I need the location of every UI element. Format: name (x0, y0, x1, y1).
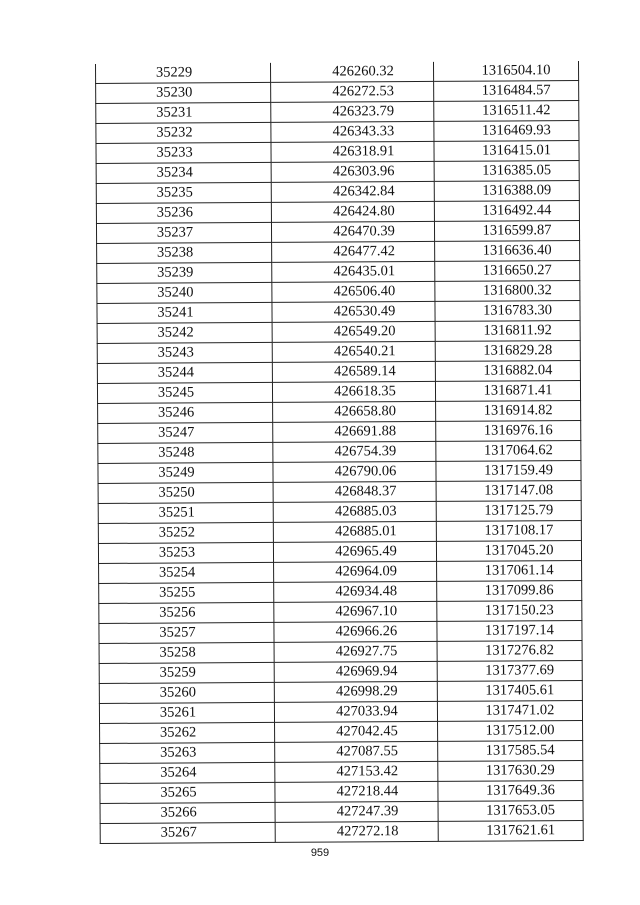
y-coordinate-cell: 1316636.40 (435, 241, 580, 262)
table-row (97, 261, 580, 284)
x-coordinate-cell: 426549.20 (272, 321, 435, 342)
x-coordinate-cell: 426477.42 (272, 241, 435, 262)
point-id-cell: 35264 (100, 762, 275, 783)
x-coordinate-cell: 426969.94 (274, 661, 437, 682)
coordinate-table (95, 61, 584, 844)
table-row (100, 781, 583, 804)
y-coordinate-cell: 1316650.27 (435, 261, 580, 282)
point-id-cell: 35249 (98, 462, 273, 483)
x-coordinate-cell: 427272.18 (275, 821, 438, 842)
y-coordinate-cell: 1316976.16 (436, 421, 581, 442)
x-coordinate-cell: 426303.96 (271, 161, 434, 182)
point-id-cell: 35258 (99, 642, 274, 663)
table-row (96, 201, 579, 224)
y-coordinate-cell: 1317147.08 (436, 481, 581, 502)
table-row (100, 721, 583, 744)
y-coordinate-cell: 1317585.54 (438, 741, 583, 762)
table-row (97, 381, 580, 404)
x-coordinate-cell: 426790.06 (273, 461, 436, 482)
x-coordinate-cell: 426618.35 (272, 381, 435, 402)
x-coordinate-cell: 426967.10 (274, 601, 437, 622)
x-coordinate-cell: 426323.79 (271, 101, 434, 122)
y-coordinate-cell: 1316415.01 (434, 141, 579, 162)
table-row (98, 501, 581, 524)
table-row (98, 461, 581, 484)
x-coordinate-cell: 426848.37 (273, 481, 436, 502)
x-coordinate-cell: 426343.33 (271, 121, 434, 142)
point-id-cell: 35234 (96, 162, 271, 183)
x-coordinate-cell: 426658.80 (273, 401, 436, 422)
x-coordinate-cell: 426934.48 (274, 581, 437, 602)
y-coordinate-cell: 1316388.09 (434, 181, 579, 202)
y-coordinate-cell: 1317630.29 (438, 761, 583, 782)
point-id-cell: 35232 (96, 122, 271, 143)
table-row (99, 561, 582, 584)
table-row (96, 181, 579, 204)
table-row (97, 301, 580, 324)
y-coordinate-cell: 1316469.93 (434, 121, 579, 142)
table-row (97, 281, 580, 304)
table-row (96, 161, 579, 184)
y-coordinate-cell: 1317512.00 (438, 721, 583, 742)
point-id-cell: 35259 (99, 662, 274, 683)
y-coordinate-cell: 1316484.57 (434, 81, 579, 102)
table-row (100, 821, 583, 844)
x-coordinate-cell: 427033.94 (274, 701, 437, 722)
x-coordinate-cell: 426927.75 (274, 641, 437, 662)
table-row (99, 661, 582, 684)
point-id-cell: 35253 (98, 542, 273, 563)
x-coordinate-cell: 426342.84 (271, 181, 434, 202)
point-id-cell: 35246 (98, 402, 273, 423)
point-id-cell: 35245 (97, 382, 272, 403)
point-id-cell: 35237 (96, 222, 271, 243)
point-id-cell: 35250 (98, 482, 273, 503)
x-coordinate-cell: 426540.21 (272, 341, 435, 362)
table-row (96, 141, 579, 164)
x-coordinate-cell: 426754.39 (273, 441, 436, 462)
table-row (96, 101, 579, 124)
coordinate-table-body (95, 61, 583, 843)
table-row (98, 421, 581, 444)
y-coordinate-cell: 1316511.42 (434, 101, 579, 122)
table-row (99, 701, 582, 724)
point-id-cell: 35243 (97, 342, 272, 363)
x-coordinate-cell: 426589.14 (272, 361, 435, 382)
point-id-cell: 35247 (98, 422, 273, 443)
point-id-cell: 35230 (96, 82, 271, 103)
table-row (98, 401, 581, 424)
point-id-cell: 35233 (96, 142, 271, 163)
y-coordinate-cell: 1317276.82 (437, 641, 582, 662)
y-coordinate-cell: 1317045.20 (436, 541, 581, 562)
y-coordinate-cell: 1316811.92 (435, 321, 580, 342)
table-row (96, 81, 579, 104)
table-row (100, 761, 583, 784)
x-coordinate-cell: 426470.39 (271, 221, 434, 242)
point-id-cell: 35254 (99, 562, 274, 583)
y-coordinate-cell: 1317405.61 (437, 681, 582, 702)
x-coordinate-cell: 426272.53 (271, 81, 434, 102)
point-id-cell: 35251 (98, 502, 273, 523)
x-coordinate-cell: 427042.45 (275, 721, 438, 742)
point-id-cell: 35244 (97, 362, 272, 383)
x-coordinate-cell: 426530.49 (272, 301, 435, 322)
x-coordinate-cell: 426885.01 (273, 521, 436, 542)
x-coordinate-cell: 427218.44 (275, 781, 438, 802)
x-coordinate-cell: 427087.55 (275, 741, 438, 762)
x-coordinate-cell: 426435.01 (272, 261, 435, 282)
y-coordinate-cell: 1316829.28 (435, 341, 580, 362)
x-coordinate-cell: 426691.88 (273, 421, 436, 442)
y-coordinate-cell: 1317653.05 (438, 801, 583, 822)
x-coordinate-cell: 426966.26 (274, 621, 437, 642)
table-row (98, 481, 581, 504)
table-row (97, 361, 580, 384)
y-coordinate-cell: 1316914.82 (436, 401, 581, 422)
table-row (96, 121, 579, 144)
x-coordinate-cell: 426964.09 (274, 561, 437, 582)
x-coordinate-cell: 426965.49 (273, 541, 436, 562)
table-row (98, 521, 581, 544)
table-row (98, 441, 581, 464)
point-id-cell: 35265 (100, 782, 275, 803)
x-coordinate-cell: 426998.29 (274, 681, 437, 702)
table-row (99, 581, 582, 604)
table-row (95, 61, 578, 83)
point-id-cell: 35266 (100, 802, 275, 823)
point-id-cell: 35248 (98, 442, 273, 463)
table-row (100, 801, 583, 824)
point-id-cell: 35255 (99, 582, 274, 603)
point-id-cell: 35236 (96, 202, 271, 223)
y-coordinate-cell: 1317159.49 (436, 461, 581, 482)
y-coordinate-cell: 1316385.05 (434, 161, 579, 182)
y-coordinate-cell: 1316871.41 (435, 381, 580, 402)
point-id-cell: 35240 (97, 282, 272, 303)
point-id-cell: 35257 (99, 622, 274, 643)
table-row (97, 321, 580, 344)
table-row (100, 741, 583, 764)
point-id-cell: 35238 (97, 242, 272, 263)
x-coordinate-cell: 426424.80 (271, 201, 434, 222)
x-coordinate-cell: 427153.42 (275, 761, 438, 782)
table-row (99, 621, 582, 644)
x-coordinate-cell: 426506.40 (272, 281, 435, 302)
point-id-cell: 35231 (96, 102, 271, 123)
x-coordinate-cell: 426885.03 (273, 501, 436, 522)
y-coordinate-cell: 1317150.23 (437, 601, 582, 622)
y-coordinate-cell: 1316882.04 (435, 361, 580, 382)
table-row (99, 641, 582, 664)
y-coordinate-cell: 1316783.30 (435, 301, 580, 322)
y-coordinate-cell: 1317471.02 (437, 701, 582, 722)
y-coordinate-cell: 1317621.61 (438, 821, 583, 842)
table-row (97, 241, 580, 264)
x-coordinate-cell: 427247.39 (275, 801, 438, 822)
page-number: 959 (310, 847, 330, 859)
y-coordinate-cell: 1316492.44 (434, 201, 579, 222)
y-coordinate-cell: 1317099.86 (437, 581, 582, 602)
table-row (97, 341, 580, 364)
y-coordinate-cell: 1317064.62 (436, 441, 581, 462)
table-row (99, 681, 582, 704)
point-id-cell: 35262 (100, 722, 275, 743)
point-id-cell: 35267 (100, 822, 275, 843)
table-row (98, 541, 581, 564)
point-id-cell: 35239 (97, 262, 272, 283)
point-id-cell: 35261 (99, 702, 274, 723)
y-coordinate-cell: 1317649.36 (438, 781, 583, 802)
point-id-cell: 35242 (97, 322, 272, 343)
point-id-cell: 35252 (98, 522, 273, 543)
y-coordinate-cell: 1317197.14 (437, 621, 582, 642)
point-id-cell: 35235 (96, 182, 271, 203)
point-id-cell: 35229 (95, 63, 270, 84)
y-coordinate-cell: 1317125.79 (436, 501, 581, 522)
y-coordinate-cell: 1317061.14 (437, 561, 582, 582)
point-id-cell: 35241 (97, 302, 272, 323)
table-row (99, 601, 582, 624)
y-coordinate-cell: 1316504.10 (433, 61, 578, 81)
y-coordinate-cell: 1317108.17 (436, 521, 581, 542)
x-coordinate-cell: 426318.91 (271, 141, 434, 162)
y-coordinate-cell: 1317377.69 (437, 661, 582, 682)
x-coordinate-cell: 426260.32 (270, 62, 433, 82)
y-coordinate-cell: 1316800.32 (435, 281, 580, 302)
point-id-cell: 35256 (99, 602, 274, 623)
y-coordinate-cell: 1316599.87 (434, 221, 579, 242)
point-id-cell: 35260 (99, 682, 274, 703)
table-row (96, 221, 579, 244)
point-id-cell: 35263 (100, 742, 275, 763)
